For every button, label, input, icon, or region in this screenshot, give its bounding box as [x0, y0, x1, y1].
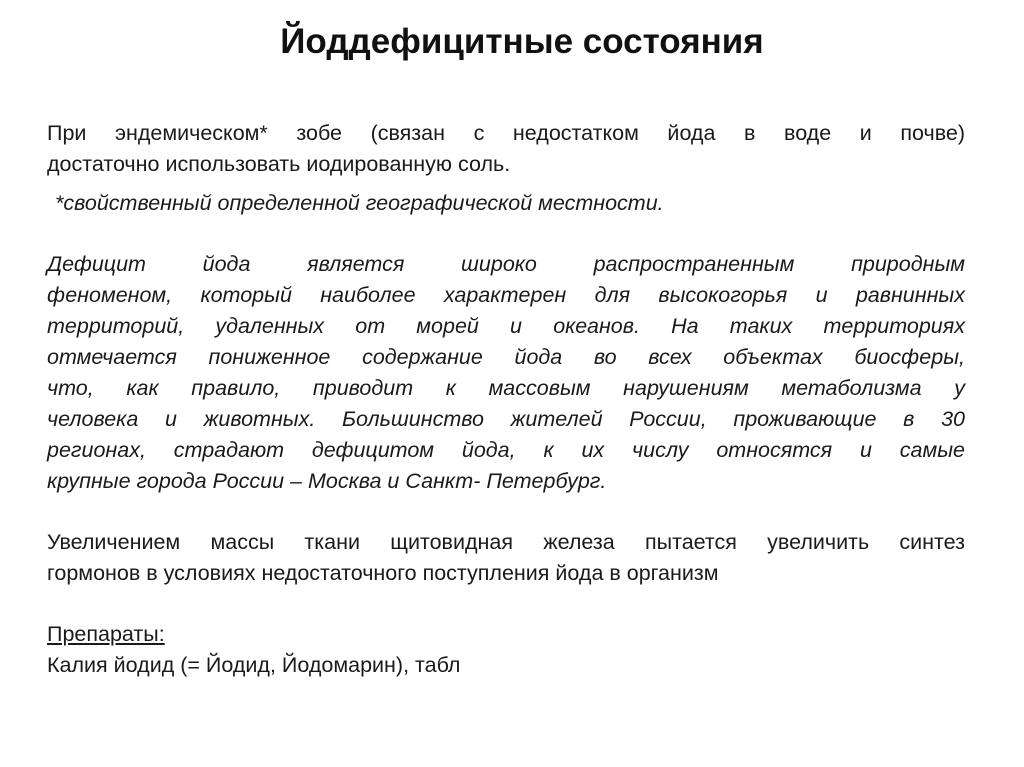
paragraph-line: что, как правило, приводит к массовым нарушениям метаболизма у — [47, 376, 965, 400]
spacer — [47, 497, 965, 527]
slide-content — [47, 118, 965, 681]
paragraph-line: достаточно использовать иодированную соль. — [47, 152, 511, 176]
footnote: *свойственный определенной географической местности. — [55, 191, 664, 215]
paragraph-line: Увеличением массы ткани щитовидная железа пытается увеличить синтез — [47, 530, 965, 554]
paragraph-line: территорий, удаленных от морей и океанов. На таких территориях — [47, 314, 965, 338]
paragraph-line: гормонов в условиях недостаточного поступления йода в организм — [47, 561, 719, 585]
paragraph-line: феноменом, который наиболее характерен для высокогорья и равнинных — [47, 283, 965, 307]
spacer — [47, 219, 965, 249]
paragraph-line: человека и животных. Большинство жителей России, проживающие в 30 — [47, 407, 965, 431]
paragraph-line: регионах, страдают дефицитом йода, к их числу относятся и самые — [47, 438, 965, 462]
paragraph-thyroid — [47, 527, 965, 589]
paragraph-line: Дефицит йода является широко распространенным природным — [47, 252, 965, 276]
drugs-block — [47, 619, 965, 681]
paragraph-line: отмечается пониженное содержание йода во всех объектах биосферы, — [47, 345, 965, 369]
paragraph-line: крупные города России – Москва и Санкт- Петербург. — [47, 469, 607, 493]
drugs-label: Препараты: — [47, 622, 165, 646]
paragraph-iodine-deficiency — [47, 249, 965, 497]
paragraph-endemic-goiter — [47, 118, 965, 180]
paragraph-line: При эндемическом* зобе (связан с недостатком йода в воде и почве) — [47, 121, 965, 145]
spacer — [47, 589, 965, 619]
drugs-item: Калия йодид (= Йодид, Йодомарин), табл — [47, 653, 461, 677]
slide-title: Йоддефицитные состояния — [280, 22, 764, 61]
